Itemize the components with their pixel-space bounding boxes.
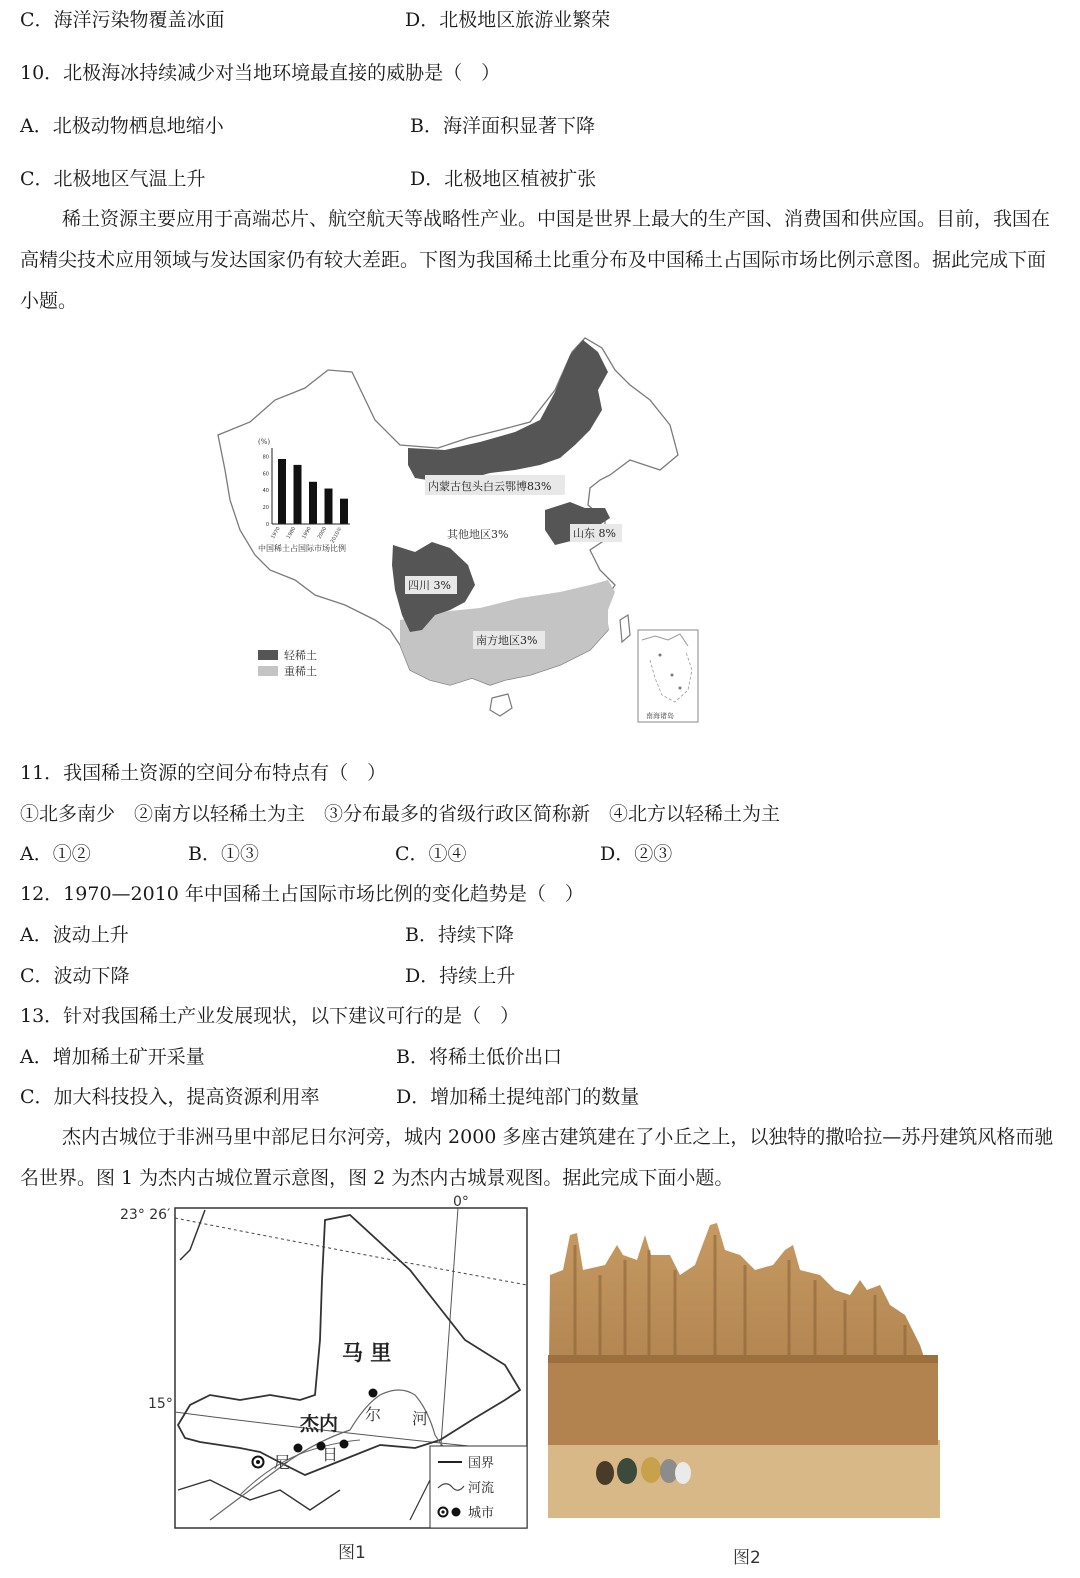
chart-xtick-label: 1990 — [301, 526, 313, 541]
city-dot-1 — [369, 1389, 378, 1398]
taiwan-island — [620, 615, 630, 642]
legend-border-label: 国界 — [468, 1456, 495, 1471]
q11-statements: ①北多南少 ②南方以轻稀土为主 ③分布最多的省级行政区简称新 ④北方以轻稀土为主 — [20, 803, 781, 825]
city-dot-3 — [294, 1444, 303, 1453]
djenne-location-map — [110, 1190, 540, 1570]
q13-option-b: B．将稀土低价出口 — [396, 1046, 562, 1068]
q12-option-a: A．波动上升 — [20, 924, 129, 946]
q11-option-a: A．①② — [20, 843, 91, 865]
label-river-char-4: 日 — [322, 1445, 339, 1464]
label-sichuan: 四川 3% — [408, 579, 451, 592]
fig1-legend — [430, 1446, 527, 1528]
legend-river-label: 河流 — [468, 1481, 495, 1496]
q13-option-d: D．增加稀土提纯部门的数量 — [396, 1086, 640, 1108]
q12-option-b: B．持续下降 — [405, 924, 514, 946]
djenne-mosque-photo — [545, 1215, 945, 1570]
q12-option-c: C．波动下降 — [20, 965, 130, 987]
passage-rare-earth: 稀土资源主要应用于高端芯片、航空航天等战略性产业。中国是世界上最大的生产国、消费国和供应国。目前，我国在高精尖技术应用领域与发达国家仍有较大差距。下图为我国稀土比重分布及中国稀土占国际市场比例示意图。据此完成下面小题。 — [20, 208, 1051, 312]
label-shandong: 山东 8% — [573, 527, 616, 540]
q10-option-b: B．海洋面积显著下降 — [410, 115, 595, 137]
legend-city-label: 城市 — [468, 1506, 495, 1521]
fig1-caption: 图1 — [338, 1543, 366, 1563]
q11-option-d: D．②③ — [600, 843, 673, 865]
q10-stem: 10．北极海冰持续减少对当地环境最直接的威胁是（ ） — [20, 62, 501, 84]
chart-title: 中国稀土占国际市场比例 — [258, 544, 346, 553]
chart-bar-2000 — [325, 489, 333, 524]
q9-option-c: C．海洋污染物覆盖冰面 — [20, 9, 225, 31]
chart-xtick-label: 2000 — [316, 526, 329, 541]
label-djenne: 杰内 — [300, 1413, 339, 1435]
chart-xtick-label: 1980 — [285, 526, 298, 541]
q13-stem: 13．针对我国稀土产业发展现状，以下建议可行的是（ ） — [20, 1005, 520, 1027]
chart-ytick-label: 20 — [262, 505, 269, 512]
q11-option-c: C．①④ — [395, 843, 467, 865]
chart-ytick-label: 60 — [262, 471, 269, 478]
south-sea-inset — [638, 630, 698, 722]
q13-option-c: C．加大科技投入，提高资源利用率 — [20, 1086, 320, 1108]
q12-stem: 12．1970—2010 年中国稀土占国际市场比例的变化趋势是（ ） — [20, 883, 584, 905]
q12-option-d: D．持续上升 — [405, 965, 516, 987]
q10-option-c: C．北极地区气温上升 — [20, 168, 206, 190]
inset-label: 南海诸岛 — [646, 712, 674, 720]
label-mali: 马 里 — [342, 1341, 392, 1365]
q13-option-a: A．增加稀土矿开采量 — [20, 1046, 205, 1068]
legend-heavy-label: 重稀土 — [284, 665, 317, 678]
chart-ytick-label: 40 — [262, 488, 269, 495]
label-prime-meridian: 0° — [453, 1194, 469, 1210]
chart-xtick-label: 2010年 — [329, 526, 344, 545]
label-lat-15: 15° — [148, 1396, 173, 1412]
fig2-caption: 图2 — [733, 1548, 761, 1568]
passage-djenne: 杰内古城位于非洲马里中部尼日尔河旁，城内 2000 多座古建筑建在了小丘之上，以独特的撒哈拉—苏丹建筑风格而驰名世界。图 1 为杰内古城位置示意图，图 2 为杰内古城景观图。据此完成下面小题。 — [20, 1126, 1054, 1189]
q11-option-b: B．①③ — [188, 843, 259, 865]
china-rare-earth-map — [210, 330, 710, 725]
q10-option-a: A．北极动物栖息地缩小 — [20, 115, 224, 137]
chart-bar-1980 — [294, 465, 302, 524]
label-river-char-2: 河 — [412, 1409, 429, 1428]
mosque-outer-wall — [548, 1355, 938, 1445]
chart-bar-2010年 — [340, 499, 348, 524]
hainan-island — [490, 694, 512, 716]
chart-ylabel: (%) — [258, 438, 271, 446]
label-inner-mongolia: 内蒙古包头白云鄂博83% — [428, 480, 552, 493]
city-dot-4 — [340, 1440, 349, 1449]
label-tropic-lat: 23° 26′ — [120, 1207, 171, 1223]
label-river-char-1: 尔 — [365, 1405, 382, 1424]
legend-heavy-swatch — [258, 666, 278, 676]
q11-stem: 11．我国稀土资源的空间分布特点有（ ） — [20, 762, 387, 784]
chart-ytick-label: 80 — [262, 454, 269, 461]
label-other: 其他地区3% — [447, 528, 509, 541]
label-south: 南方地区3% — [476, 634, 538, 647]
chart-xtick-label: 1970 — [270, 526, 282, 541]
legend-light-swatch — [258, 650, 278, 660]
chart-ytick-label: 0 — [265, 522, 269, 528]
label-river-char-3: 尼 — [274, 1453, 291, 1472]
legend-light-label: 轻稀土 — [284, 649, 317, 662]
q10-option-d: D．北极地区植被扩张 — [410, 168, 597, 190]
q9-option-d: D．北极地区旅游业繁荣 — [405, 9, 611, 31]
chart-bar-1990 — [309, 482, 317, 524]
chart-bar-1970 — [278, 459, 286, 524]
